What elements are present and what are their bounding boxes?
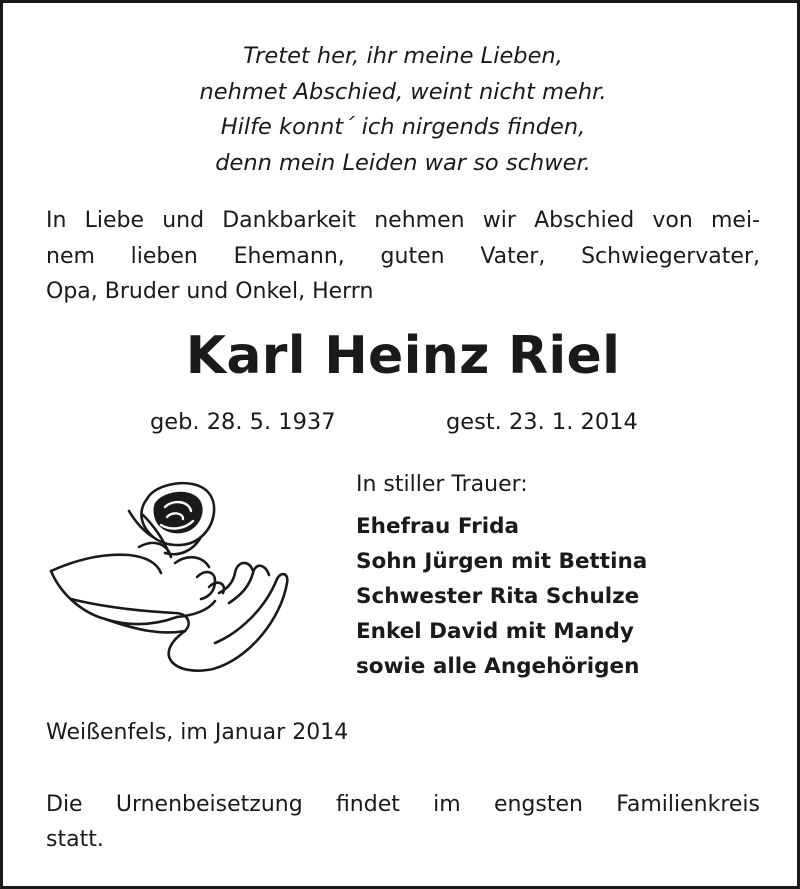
poem-line: Hilfe konnt´ ich nirgends finden, — [220, 114, 586, 140]
intro-text — [46, 203, 760, 310]
place-and-date: Weißenfels, im Januar 2014 — [46, 720, 349, 745]
burial-note-line: statt. — [46, 827, 104, 852]
poem-line: nehmet Abschied, weint nicht mehr. — [199, 78, 607, 105]
intro-line: nem lieben Ehemann, guten Vater, Schwiegervater, — [46, 243, 760, 269]
mourning-heading: In stiller Trauer: — [356, 472, 528, 497]
poem — [3, 39, 800, 181]
rose-in-hand-icon — [43, 479, 293, 679]
mourner-item: Sohn Jürgen mit Bettina — [356, 549, 648, 574]
mourner-item: Ehefrau Frida — [356, 514, 520, 539]
mourner-item: Schwester Rita Schulze — [356, 584, 640, 609]
poem-line: Tretet her, ihr meine Lieben, — [243, 43, 563, 69]
burial-note — [46, 787, 760, 857]
mourner-item: sowie alle Angehörigen — [356, 654, 640, 679]
intro-line: Opa, Bruder und Onkel, Herrn — [46, 279, 374, 304]
death-date: gest. 23. 1. 2014 — [446, 409, 638, 435]
mourner-list — [356, 509, 647, 684]
birth-date: geb. 28. 5. 1937 — [150, 409, 336, 435]
burial-note-line: Die Urnenbeisetzung findet im engsten Familienkreis — [46, 792, 760, 817]
mourner-item: Enkel David mit Mandy — [356, 619, 634, 644]
intro-line: In Liebe und Dankbarkeit nehmen wir Abschied von mei- — [46, 208, 760, 233]
deceased-name: Karl Heinz Riel — [185, 326, 621, 386]
poem-line: denn mein Leiden war so schwer. — [215, 149, 591, 176]
